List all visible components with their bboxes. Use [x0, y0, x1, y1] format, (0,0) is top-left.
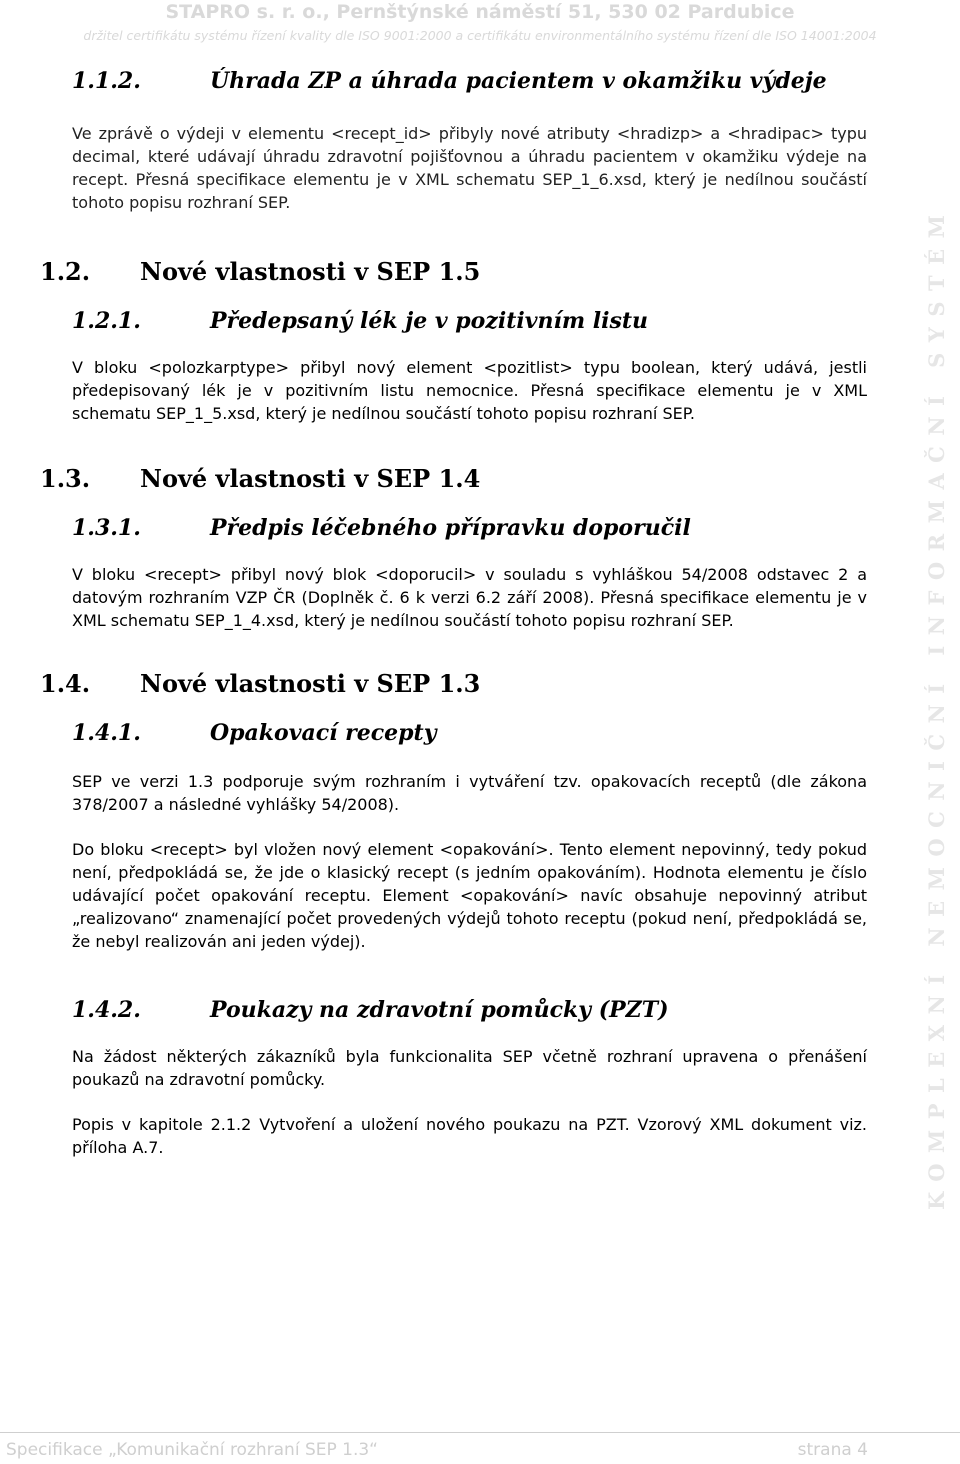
heading-1-4-1	[72, 718, 867, 748]
paragraph: Na žádost některých zákazníků byla funkcionalita SEP včetně rozhraní upravena o přenášení poukazů na zdravotní pomůcky.	[72, 1047, 867, 1089]
header-certification: držitel certifikátu systému řízení kvality dle ISO 9001:2000 a certifikátu environmentálního systému řízení dle ISO 14001:2004	[83, 28, 877, 43]
heading-title: Poukazy na zdravotní pomůcky (PZT)	[210, 997, 669, 1023]
footer-page-number: strana 4	[797, 1440, 868, 1460]
heading-number: 1.4.1.	[72, 720, 141, 746]
heading-title: Nové vlastnosti v SEP 1.3	[140, 669, 481, 698]
heading-1-4	[40, 668, 867, 700]
heading-title: Úhrada ZP a úhrada pacientem v okamžiku výdeje	[210, 68, 827, 94]
heading-title: Předpis léčebného přípravku doporučil	[210, 515, 691, 541]
heading-1-1-2	[72, 66, 867, 96]
heading-1-4-2	[72, 995, 867, 1025]
paragraph: Popis v kapitole 2.1.2 Vytvoření a uložení nového poukazu na PZT. Vzorový XML dokument viz. příloha A.7.	[72, 1115, 867, 1157]
heading-1-2-1	[72, 306, 867, 336]
heading-title: Předepsaný lék je v pozitivním listu	[210, 308, 649, 334]
heading-title: Opakovací recepty	[210, 720, 437, 746]
paragraph: Ve zprávě o výdeji v elementu <recept_id> přibyly nové atributy <hradizp> a <hradipac> typu decimal, které udávají úhradu zdravotní pojišťovnou a úhradu pacientem v okamžiku výdeje na recept. Přesná specifikace elementu je v XML schematu SEP_1_6.xsd, který je nedílnou součástí tohoto popisu rozhraní SEP.	[72, 124, 867, 212]
heading-number: 1.4.2.	[72, 997, 141, 1023]
paragraph: SEP ve verzi 1.3 podporuje svým rozhraním i vytváření tzv. opakovacích receptů (dle zákona 378/2007 a následné vyhlášky 54/2008).	[72, 772, 867, 814]
paragraph: V bloku <recept> přibyl nový blok <doporucil> v souladu s vyhláškou 54/2008 odstavec 2 a datovým rozhraním VZP ČR (Doplněk č. 6 k verzi 6.2 září 2008). Přesná specifikace elementu je v XML schematu SEP_1_4.xsd, který je nedílnou součástí tohoto popisu rozhraní SEP.	[72, 565, 867, 630]
heading-title: Nové vlastnosti v SEP 1.5	[140, 257, 481, 286]
side-watermark-text: KOMPLEXNÍ NEMOCNIČNÍ INFORMAČNÍ SYSTÉM	[924, 204, 949, 1210]
paragraph: Do bloku <recept> byl vložen nový element <opakování>. Tento element nepovinný, tedy pokud není, předpokládá se, že jde o klasický recept (s jedním opakováním). Hodnota elementu je číslo udávající počet opakování receptu. Element <opakování> navíc obsahuje nepovinný atribut „realizovano“ znamenající počet provedených výdejů tohoto receptu (pokud není, předpokládá se, že nebyl realizován ani jeden výdej).	[72, 840, 867, 951]
heading-number: 1.4.	[40, 669, 91, 698]
heading-1-3-1	[72, 513, 867, 543]
heading-number: 1.2.	[40, 257, 91, 286]
heading-1-3	[40, 463, 867, 495]
footer-divider	[0, 1432, 960, 1433]
footer-document-title: Specifikace „Komunikační rozhraní SEP 1.3“	[6, 1440, 378, 1460]
heading-number: 1.2.1.	[72, 308, 141, 334]
document-body	[40, 66, 867, 1159]
heading-title: Nové vlastnosti v SEP 1.4	[140, 464, 481, 493]
page-header	[0, 0, 960, 52]
heading-number: 1.1.2.	[72, 68, 141, 94]
heading-1-2	[40, 256, 867, 288]
heading-number: 1.3.	[40, 464, 91, 493]
header-company: STAPRO s. r. o., Pernštýnské náměstí 51, 530 02 Pardubice	[165, 1, 795, 23]
paragraph: V bloku <polozkarptype> přibyl nový element <pozitlist> typu boolean, který udává, jestli předepisovaný lék je v pozitivním listu nemocnice. Přesná specifikace elementu je v XML schematu SEP_1_5.xsd, který je nedílnou součástí tohoto popisu rozhraní SEP.	[72, 358, 867, 423]
heading-number: 1.3.1.	[72, 515, 141, 541]
